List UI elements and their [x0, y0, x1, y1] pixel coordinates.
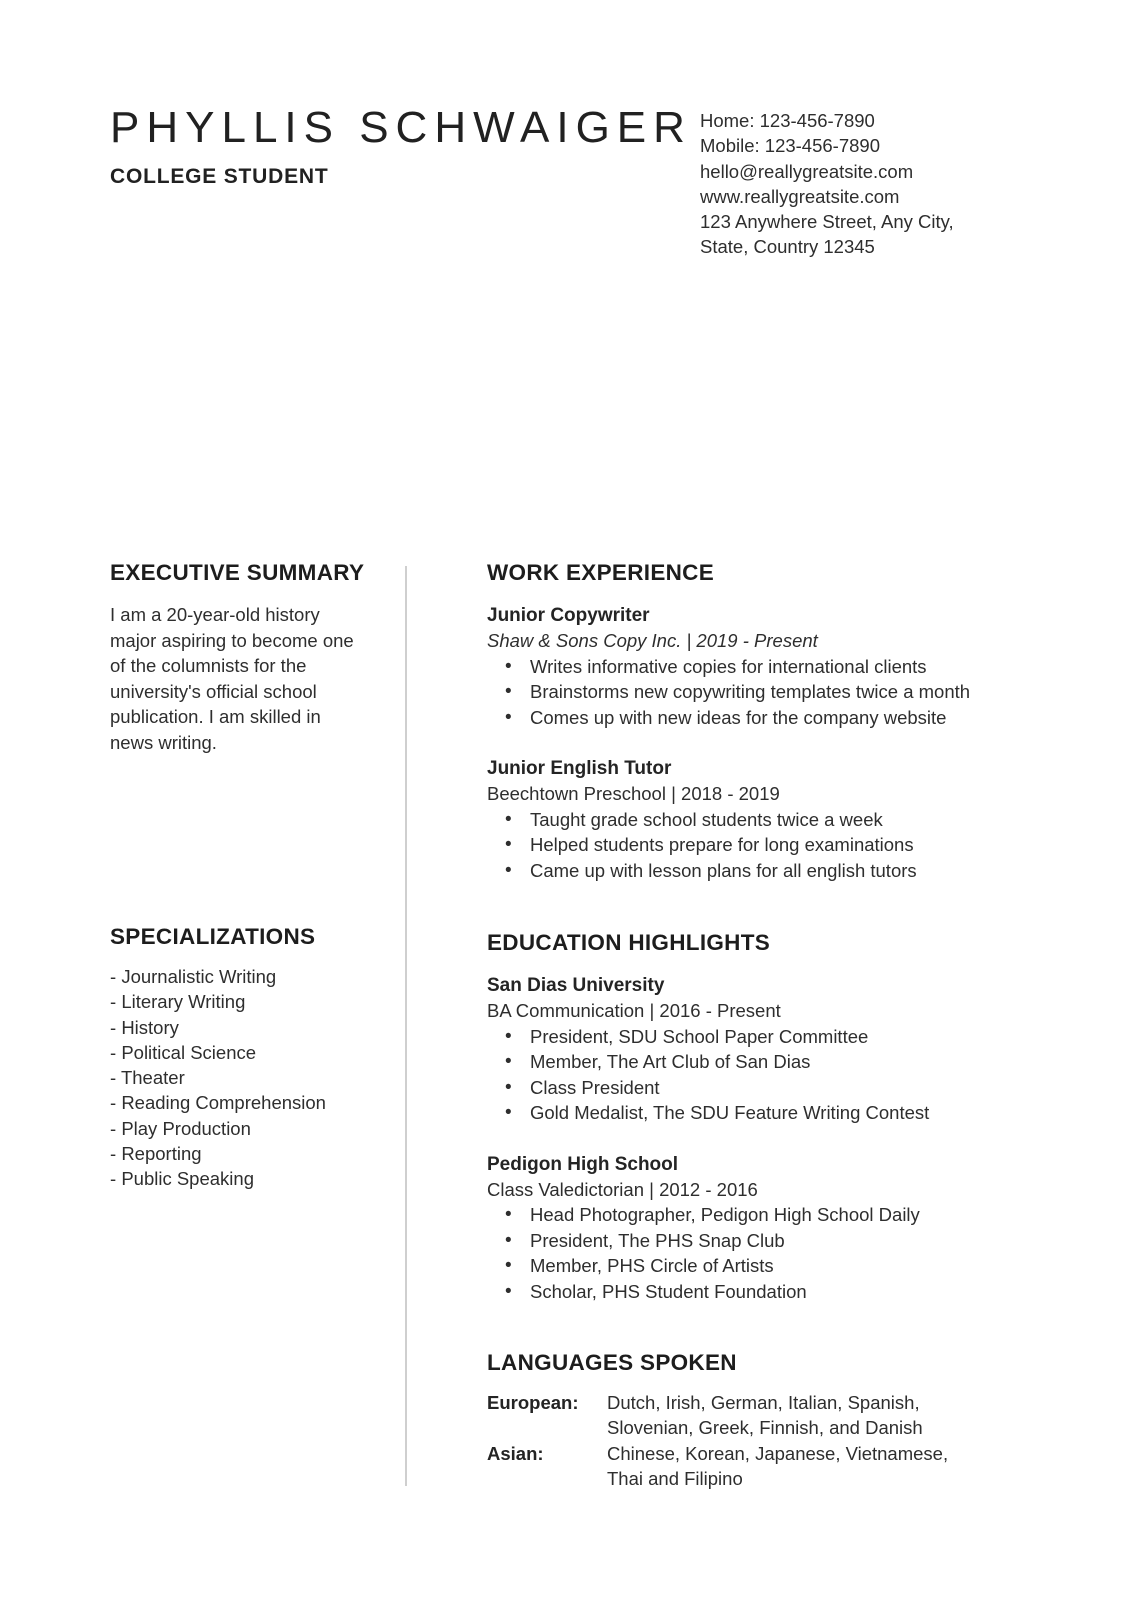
school-program-dates: BA Communication | 2016 - Present	[487, 1000, 781, 1022]
job-entry	[487, 756, 1032, 883]
job-bullet: • Writes informative copies for international clients	[487, 654, 1032, 679]
contact-address-line-1: 123 Anywhere Street, Any City,	[700, 211, 954, 233]
language-list: Dutch, Irish, German, Italian, Spanish, Slovenian, Greek, Finnish, and Danish	[607, 1391, 923, 1439]
job-title: Junior Copywriter	[487, 605, 650, 626]
education-bullet: • President, SDU School Paper Committee	[487, 1024, 1032, 1049]
specialization-item: - History	[110, 1015, 402, 1040]
education-entry	[487, 973, 1032, 1125]
school-name: Pedigon High School	[487, 1153, 679, 1175]
executive-summary-heading: EXECUTIVE SUMMARY	[110, 560, 365, 585]
education-bullet: • Member, PHS Circle of Artists	[487, 1253, 1032, 1278]
school-program-dates: Class Valedictorian | 2012 - 2016	[487, 1178, 758, 1200]
specialization-item: - Play Production	[110, 1116, 402, 1141]
education-bullet: • Scholar, PHS Student Foundation	[487, 1279, 1032, 1304]
specializations-heading: SPECIALIZATIONS	[110, 924, 316, 949]
language-group-label: European:	[487, 1391, 579, 1413]
education-entry	[487, 1152, 1032, 1304]
education-bullet: • President, The PHS Snap Club	[487, 1228, 1032, 1253]
header-identity	[110, 103, 692, 189]
specialization-item: - Reading Comprehension	[110, 1090, 402, 1115]
education-bullet-list	[487, 1202, 1032, 1304]
contact-address-line-2: State, Country 12345	[700, 236, 875, 258]
education-highlights-heading: EDUCATION HIGHLIGHTS	[487, 930, 771, 956]
language-row	[487, 1390, 1032, 1441]
specialization-item: - Theater	[110, 1065, 402, 1090]
contact-info	[700, 108, 1000, 260]
languages-table	[487, 1390, 1032, 1492]
specialization-item: - Reporting	[110, 1141, 402, 1166]
job-bullet: • Comes up with new ideas for the company website	[487, 705, 1032, 730]
column-divider	[405, 566, 407, 1486]
school-name: San Dias University	[487, 975, 665, 997]
contact-home-phone: Home: 123-456-7890	[700, 110, 875, 131]
person-name: PHYLLIS SCHWAIGER	[110, 103, 692, 152]
specialization-item: - Political Science	[110, 1040, 402, 1065]
languages-spoken-heading: LANGUAGES SPOKEN	[487, 1349, 737, 1375]
education-bullet: • Class President	[487, 1075, 1032, 1100]
job-bullet-list	[487, 807, 1032, 883]
job-bullet: • Taught grade school students twice a week	[487, 807, 1032, 832]
contact-mobile-phone: Mobile: 123-456-7890	[700, 135, 880, 157]
education-bullet: • Head Photographer, Pedigon High School Daily	[487, 1202, 1032, 1227]
work-experience-heading: WORK EXPERIENCE	[487, 560, 715, 585]
left-column	[110, 560, 402, 1192]
contact-email: hello@reallygreatsite.com	[700, 160, 914, 182]
job-bullet-list	[487, 654, 1032, 730]
specialization-item: - Literary Writing	[110, 989, 402, 1014]
job-entry	[487, 603, 1032, 730]
job-title: Junior English Tutor	[487, 758, 672, 780]
language-list: Chinese, Korean, Japanese, Vietnamese, Thai and Filipino	[607, 1442, 949, 1490]
education-bullet: • Member, The Art Club of San Dias	[487, 1049, 1032, 1074]
job-bullet: • Brainstorms new copywriting templates twice a month	[487, 679, 1032, 704]
specializations-list	[110, 964, 402, 1192]
contact-website: www.reallygreatsite.com	[700, 185, 900, 207]
job-company-dates: Beechtown Preschool | 2018 - 2019	[487, 783, 780, 805]
education-bullet: • Gold Medalist, The SDU Feature Writing Contest	[487, 1100, 1032, 1125]
job-bullet: • Helped students prepare for long examinations	[487, 832, 1032, 857]
specialization-item: - Journalistic Writing	[110, 964, 402, 989]
job-bullet: • Came up with lesson plans for all english tutors	[487, 858, 1032, 883]
job-company-dates: Shaw & Sons Copy Inc. | 2019 - Present	[487, 630, 818, 652]
right-column	[487, 560, 1032, 1492]
person-title: COLLEGE STUDENT	[110, 165, 329, 188]
specialization-item: - Public Speaking	[110, 1166, 402, 1191]
language-group-label: Asian:	[487, 1442, 544, 1464]
executive-summary-text: I am a 20-year-old history major aspiring to become one of the columnists for the university's official school publication. I am skilled in news writing.	[110, 604, 354, 753]
language-row	[487, 1441, 1032, 1492]
education-bullet-list	[487, 1024, 1032, 1126]
